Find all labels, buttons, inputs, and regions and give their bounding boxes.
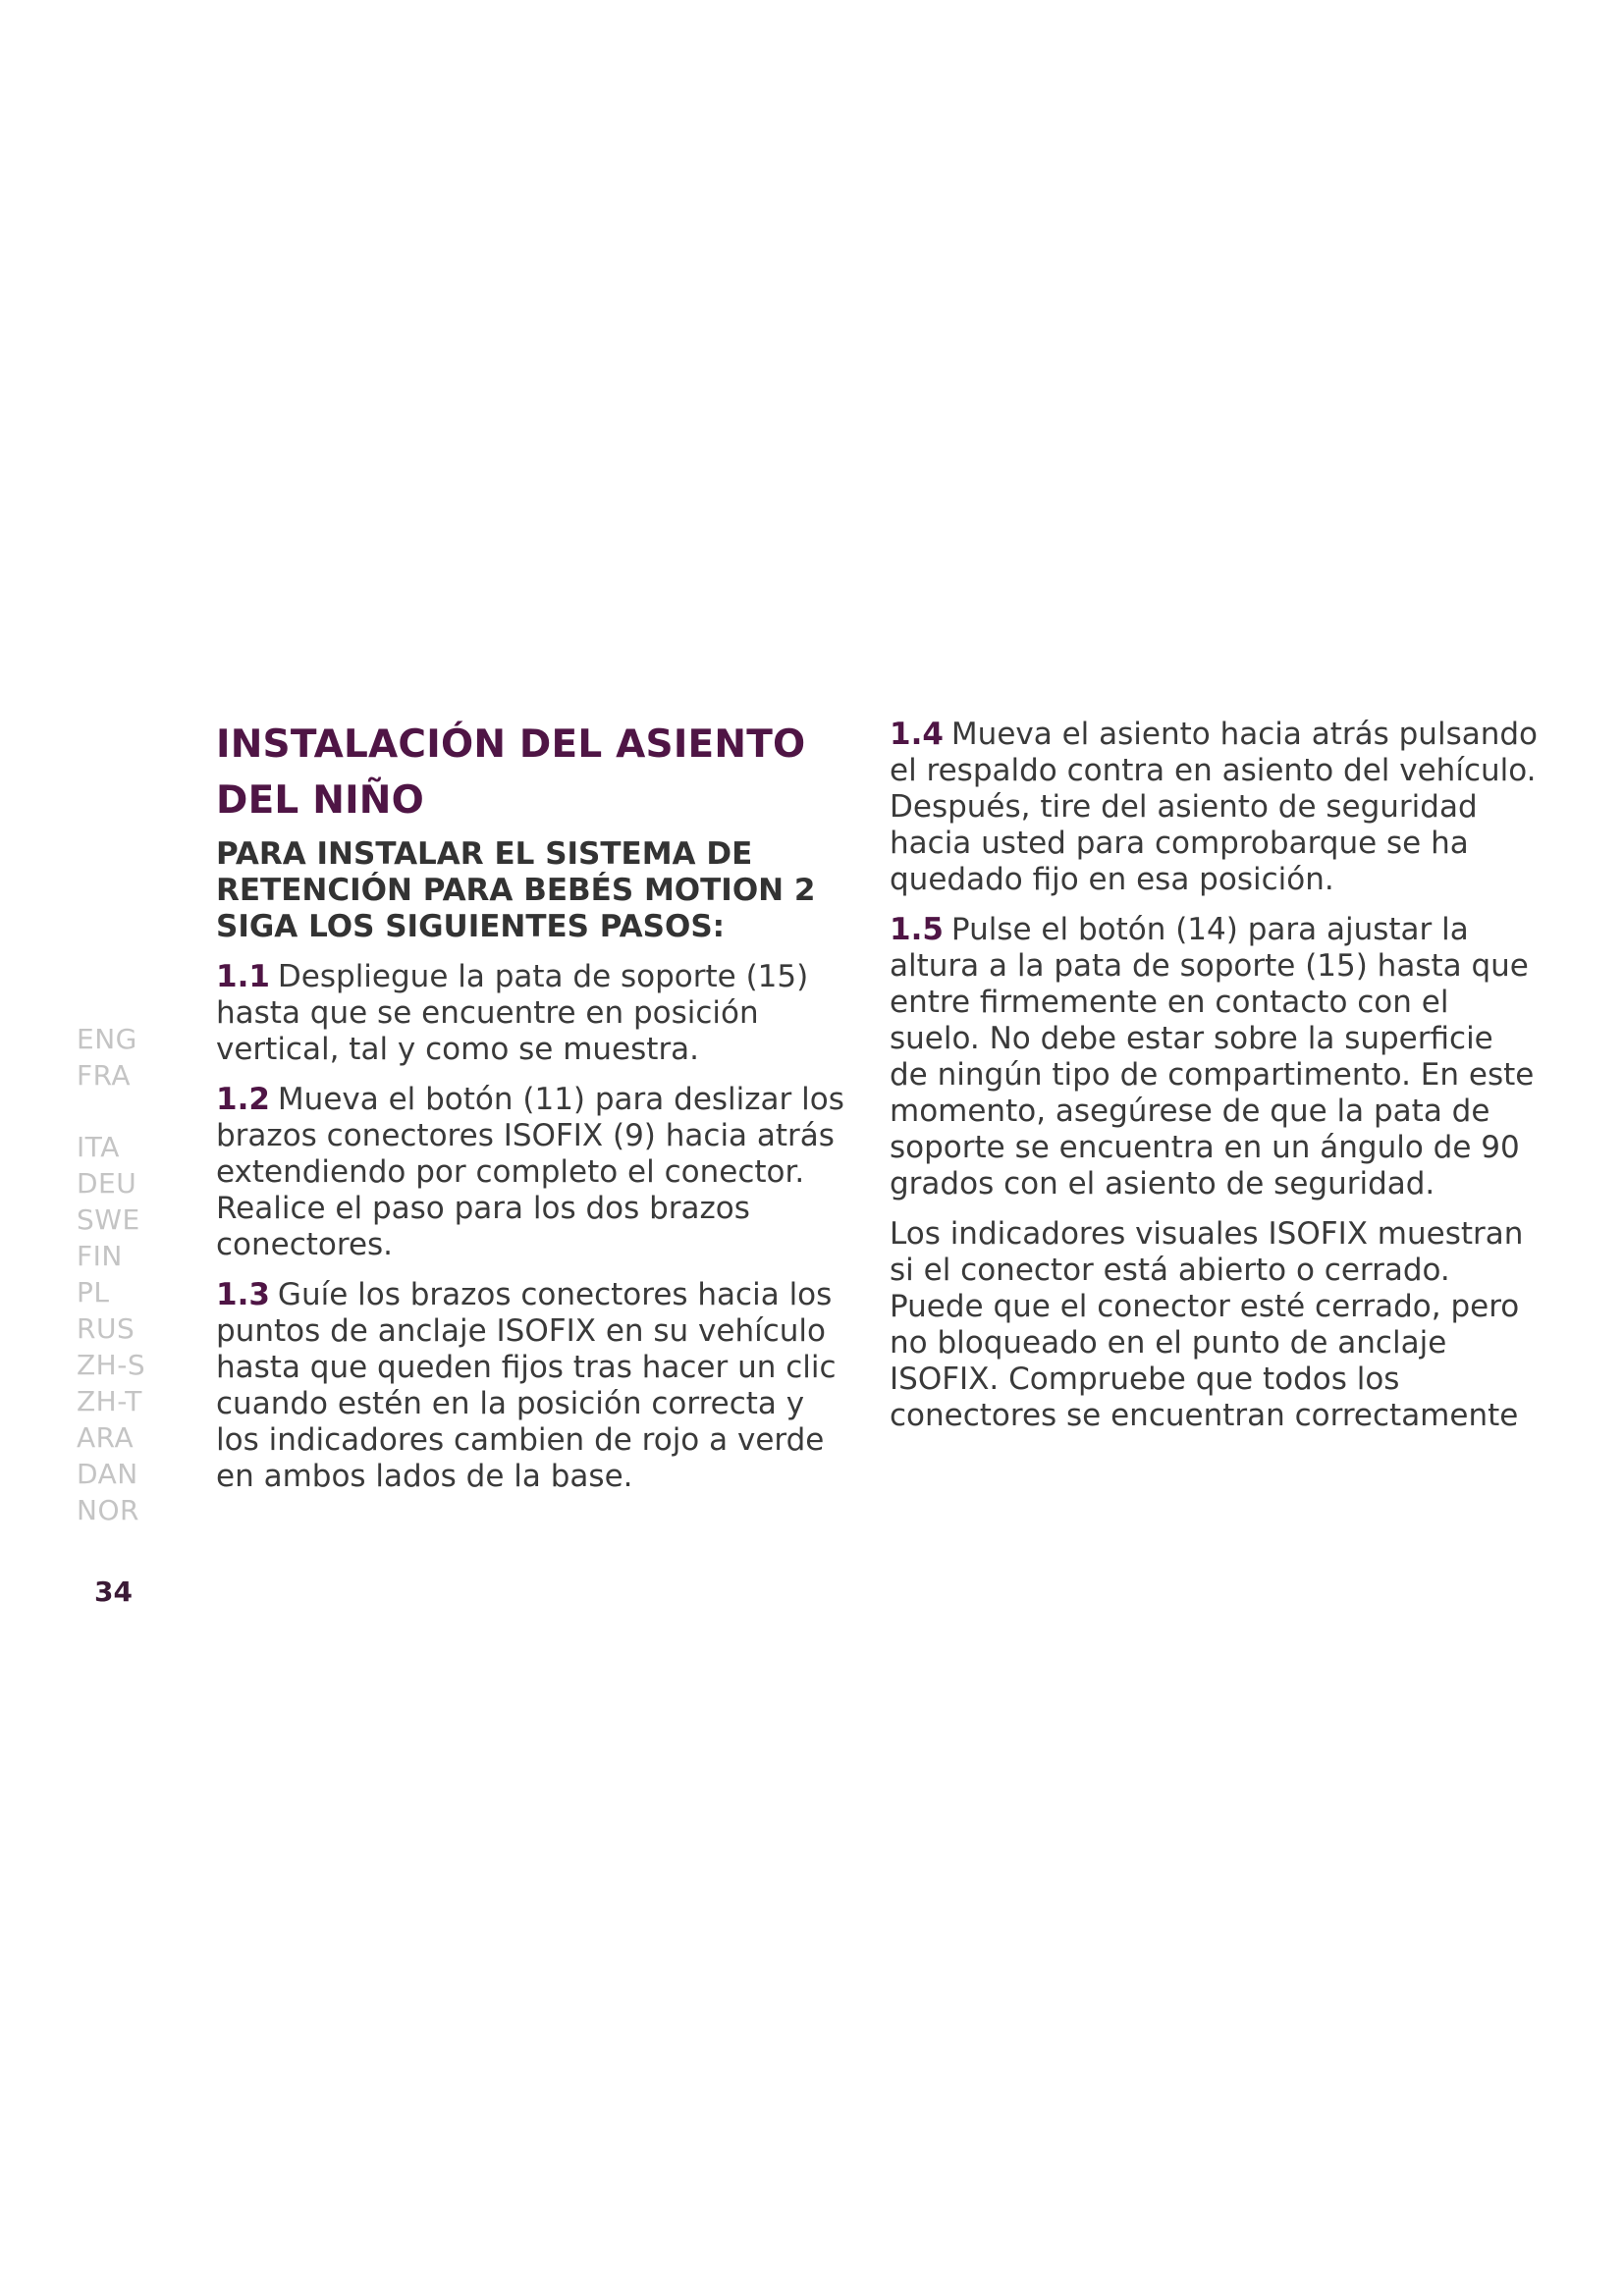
step-text: Mueva el asiento hacia atrás pulsando el respaldo contra en asiento del vehículo. Después, tire del asiento de seguridad hacia usted para comprobarque se ha quedado fijo en esa posición. (890, 717, 1539, 897)
page-title: INSTALACIÓN DEL ASIENTO DEL NIÑO (216, 722, 806, 823)
lang-item-rus[interactable]: RUS (77, 1312, 135, 1345)
step-1-2 (216, 1082, 844, 1263)
step-text: Guíe los brazos conectores hacia los puntos de anclaje ISOFIX en su vehículo hasta que queden fijos tras hacer un clic cuando estén en la posición correcta y los indicadores cambien de rojo a verde en ambos lados de la base. (216, 1277, 837, 1494)
left-column (216, 717, 844, 1495)
lang-item-swe[interactable]: SWE (77, 1203, 140, 1236)
lang-item-ara[interactable]: ARA (77, 1421, 135, 1454)
lang-item-pl[interactable]: PL (77, 1276, 110, 1308)
step-number: 1.5 (890, 912, 944, 947)
lang-item-zh-s[interactable]: ZH-S (77, 1349, 146, 1381)
step-text: Despliegue la pata de soporte (15) hasta que se encuentre en posición vertical, tal y como se muestra. (216, 959, 809, 1067)
step-1-4 (890, 717, 1538, 898)
lang-item-fin[interactable]: FIN (77, 1240, 123, 1272)
lang-item-nor[interactable]: NOR (77, 1494, 139, 1526)
step-1-5 (890, 912, 1538, 1202)
step-number: 1.1 (216, 959, 270, 994)
language-nav (77, 1021, 165, 1528)
lang-item-eng[interactable]: ENG (77, 1023, 137, 1055)
step-1-1 (216, 959, 844, 1068)
step-number: 1.3 (216, 1277, 270, 1312)
language-gap (77, 1094, 165, 1129)
step-number: 1.4 (890, 717, 944, 752)
lang-item-zh-t[interactable]: ZH-T (77, 1385, 142, 1417)
lang-item-deu[interactable]: DEU (77, 1167, 137, 1200)
right-column (890, 717, 1538, 1434)
lang-item-fra[interactable]: FRA (77, 1059, 132, 1092)
step-text: Mueva el botón (11) para deslizar los brazos conectores ISOFIX (9) hacia atrás extendiendo por completo el conector. Realice el paso para los dos brazos conectores. (216, 1082, 844, 1262)
section-subtitle: PARA INSTALAR EL SISTEMA DE RETENCIÓN PARA BEBÉS MOTION 2 SIGA LOS SIGUIENTES PASOS: (216, 836, 816, 944)
lang-item-dan[interactable]: DAN (77, 1458, 138, 1490)
step-number: 1.2 (216, 1082, 270, 1117)
step-text: Pulse el botón (14) para ajustar la altura a la pata de soporte (15) hasta que entre firmemente en contacto con el suelo. No debe estar sobre la superficie de ningún tipo de compartimento. En este momento, asegúrese de que la pata de soporte se encuentra en un ángulo de 90 grados con el asiento de seguridad. (890, 912, 1535, 1201)
lang-item-ita[interactable]: ITA (77, 1131, 120, 1163)
step-1-3 (216, 1277, 844, 1495)
page-number: 34 (94, 1575, 133, 1608)
isofix-indicator-paragraph: Los indicadores visuales ISOFIX muestran si el conector está abierto o cerrado. Puede que el conector esté cerrado, pero no bloqueado en el punto de anclaje ISOFIX. Compruebe que todos los conectores se encuentran correctamente (890, 1216, 1524, 1433)
